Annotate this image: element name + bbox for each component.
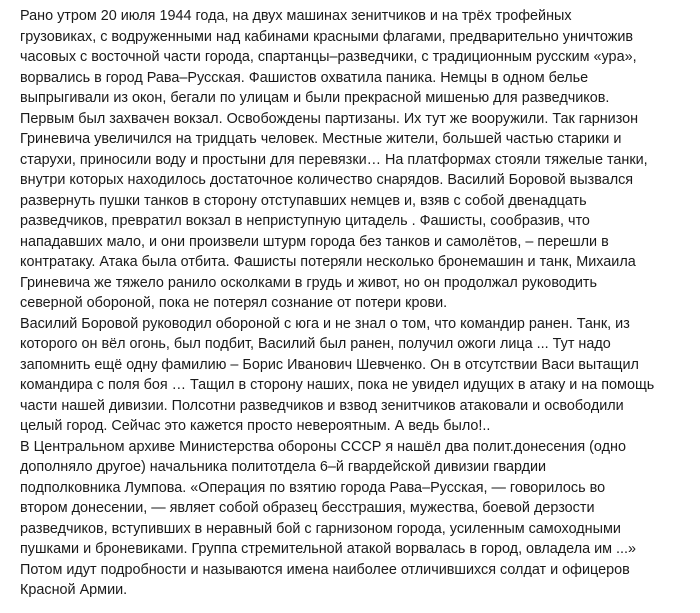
text-line: Гриневича увеличился на тридцать человек. Местные жители, большей частью старики и <box>20 131 622 147</box>
text-line: целый город. Сейчас это кажется просто невероятным. А ведь было!.. <box>20 418 491 434</box>
text-line: которого он вёл огонь, был подбит, Василий был ранен, получил ожоги лица ... Тут надо <box>20 336 611 352</box>
text-line: запомнить ещё одну фамилию – Борис Иванович Шевченко. Он в отсутствии Васи вытащил <box>20 356 639 373</box>
text-line: пушками и броневиками. Группа стремительной атакой ворвалась в город, овладела им ...» <box>20 541 637 557</box>
text-line: нападавших мало, и они произвели штурм города без танков и самолётов, – перешли в <box>20 233 609 250</box>
text-line: командира с поля боя … Тащил в сторону наших, пока не увидел идущих в атаку и на помощь <box>20 377 655 393</box>
text-line: Потом идут подробности и называются имена наиболее отличившихся солдат и офицеров <box>20 561 630 578</box>
paragraph-1 <box>20 6 690 314</box>
text-line: Первым был захвачен вокзал. Освобождены партизаны. Их тут же вооружили. Так гарнизон <box>20 110 639 127</box>
text-line: старухи, приносили воду и простыни для перевязки… На платформах стояли тяжелые танки, <box>20 151 648 168</box>
text-line: подполковника Лумпова. «Операция по взятию города Рава–Русская, — говорилось во <box>20 479 606 496</box>
text-line: северной обороной, пока не потерял сознание от потери крови. <box>20 295 448 311</box>
paragraph-3 <box>20 437 690 601</box>
text-line: Рано утром 20 июля 1944 года, на двух машинах зенитчиков и на трёх трофейных <box>20 8 572 24</box>
paragraph-2 <box>20 314 690 437</box>
text-line: разведчиков, вступивших в неравный бой с гарнизоном города, усиленным самоходными <box>20 520 621 537</box>
text-line: внутри которых находилось достаточное количество снарядов. Василий Боровой вызвался <box>20 172 634 188</box>
text-line: дополняло другое) начальника политотдела 6–й гвардейской дивизии гвардии <box>20 459 547 475</box>
text-line: разведчиков, превратил вокзал в неприступную цитадель . Фашисты, сообразив, что <box>20 213 590 229</box>
text-line: В Центральном архиве Министерства обороны СССР я нашёл два полит.донесения (одно <box>20 438 626 455</box>
text-line: контратаку. Атака была отбита. Фашисты потеряли несколько бронемашин и танк, Михаила <box>20 254 636 270</box>
text-line: ворвались в город Рава–Русская. Фашистов охватила паника. Немцы в одном белье <box>20 69 589 86</box>
text-line: Гриневича же тяжело ранило осколками в грудь и живот, но он продолжал руководить <box>20 274 598 291</box>
text-line: Василий Боровой руководил обороной с юга и не знал о том, что командир ранен. Танк, из <box>20 315 630 332</box>
text-line: грузовиках, с водруженными над кабинами красными флагами, предварительно уничтожив <box>20 28 634 45</box>
text-line: втором донесении, — являет собой образец бесстрашия, мужества, боевой дерзости <box>20 500 595 516</box>
text-line: развернуть пушки танков в сторону отступавших немцев и, взяв с собой двенадцать <box>20 192 587 209</box>
text-line: часовых с восточной части города, спартанцы–разведчики, с традиционным русским «ура», <box>20 49 637 65</box>
text-line: выпрыгивали из окон, бегали по улицам и были прекрасной мишенью для разведчиков. <box>20 90 610 106</box>
text-line: части нашей дивизии. Полсотни разведчиков и взвод зенитчиков атаковали и освободили <box>20 397 624 414</box>
text-line: Красной Армии. <box>20 582 128 598</box>
